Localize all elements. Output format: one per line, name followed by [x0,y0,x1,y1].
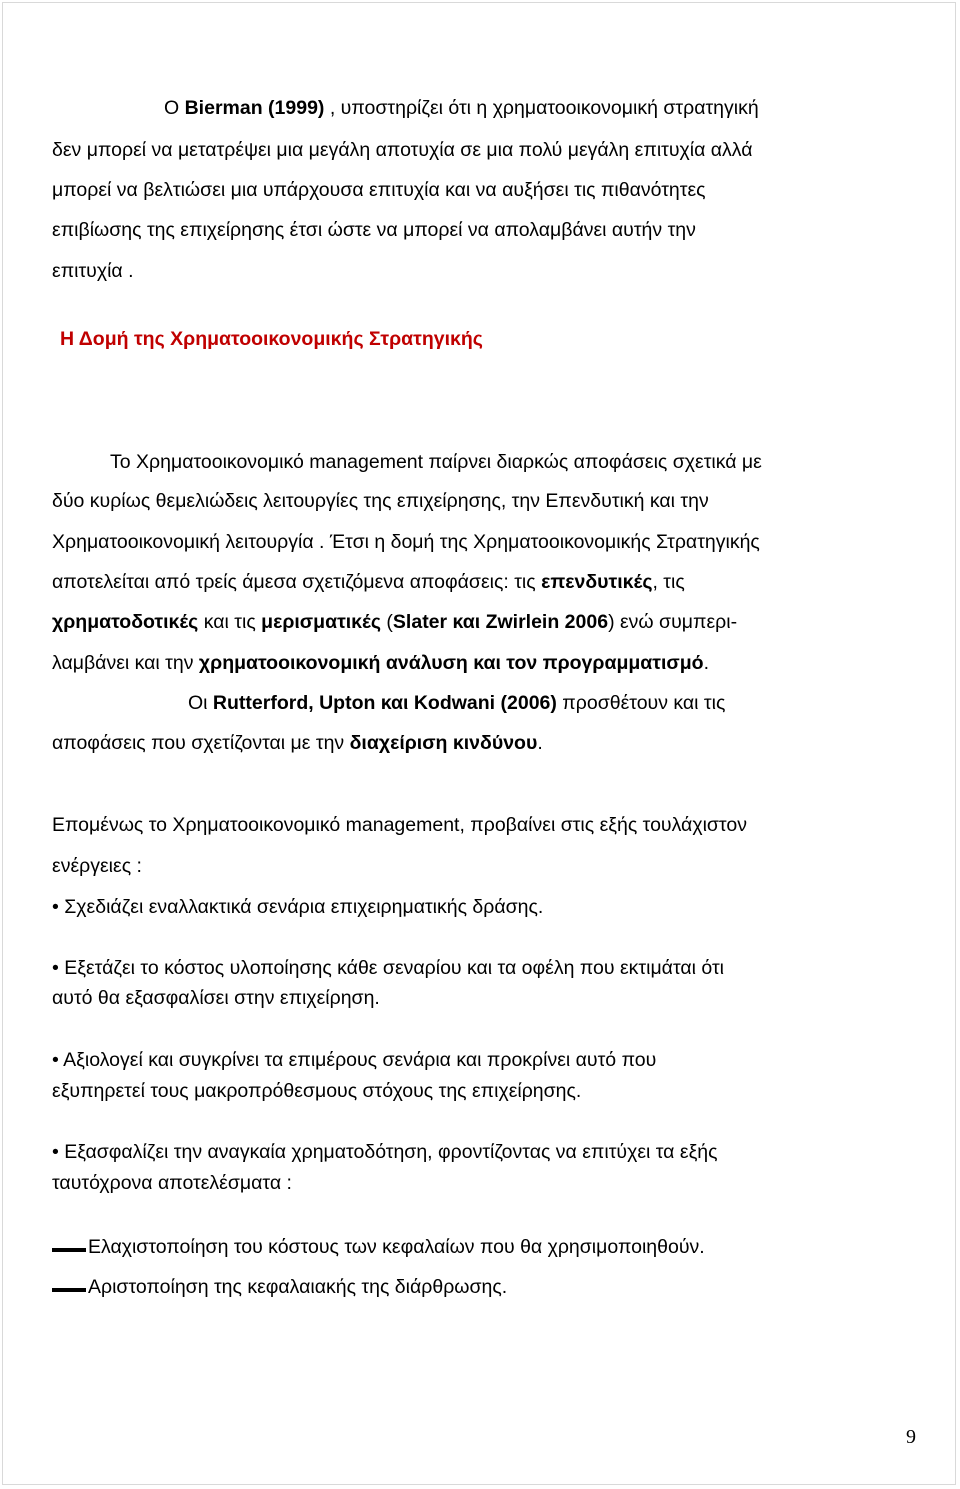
bullet-item-4: • Εξασφαλίζει την αναγκαία χρηματοδότηση, φροντίζοντας να επιτύχει τα εξής [52,1141,718,1163]
para2-line-3: Χρηματοοικονομική λειτουργία . Έτσι η δομή της Χρηματοοικονομικής Στρατηγικής [52,531,760,553]
para3-line-2: αποφάσεις που σχετίζονται με την διαχείριση κινδύνου. [52,732,543,754]
para4-line-1: Επομένως το Χρηματοοικονομικό management, προβαίνει στις εξής τουλάχιστον [52,814,747,836]
intro-line-4: επιβίωσης της επιχείρησης έτσι ώστε να μπορεί να απολαμβάνει αυτήν την [52,219,696,241]
dash-item-2: Αριστοποίηση της κεφαλαιακής της διάρθρωσης. [88,1276,508,1298]
bullet-item-2-cont: αυτό θα εξασφαλίσει στην επιχείρηση. [52,987,380,1009]
intro-line-2: δεν μπορεί να μετατρέψει μια μεγάλη αποτυχία σε μια πολύ μεγάλη επιτυχία αλλά [52,139,753,161]
dash-marker-1 [52,1248,86,1252]
page-number: 9 [906,1426,916,1448]
intro-line-3: μπορεί να βελτιώσει μια υπάρχουσα επιτυχία και να αυξήσει τις πιθανότητες [52,179,706,201]
intro-line-5: επιτυχία . [52,260,134,282]
dash-marker-2 [52,1288,86,1292]
dash-item-1: Ελαχιστοποίηση του κόστους των κεφαλαίων που θα χρησιμοποιηθούν. [88,1236,705,1258]
section-heading: Η Δομή της Χρηματοοικονομικής Στρατηγικής [60,328,483,350]
intro-line-1: Ο Bierman (1999) , υποστηρίζει ότι η χρηματοοικονομική στρατηγική [164,97,759,119]
bullet-item-1: • Σχεδιάζει εναλλακτικά σενάρια επιχειρηματικής δράσης. [52,896,544,918]
para2-line-6: λαμβάνει και την χρηματοοικονομική ανάλυση και τον προγραμματισμό. [52,652,710,674]
para4-line-2: ενέργειες : [52,855,142,877]
bullet-item-2: • Εξετάζει το κόστος υλοποίησης κάθε σεναρίου και τα οφέλη που εκτιμάται ότι [52,957,725,979]
para3-line-1: Οι Rutterford, Upton και Kodwani (2006) προσθέτουν και τις [188,692,726,714]
para2-line-5: χρηματοδοτικές και τις μερισματικές (Slater και Zwirlein 2006) ενώ συμπερι- [52,611,738,633]
para2-line-1: Το Χρηματοοικονομικό management παίρνει διαρκώς αποφάσεις σχετικά με [110,451,762,473]
para2-line-4: αποτελείται από τρείς άμεσα σχετιζόμενα αποφάσεις: τις επενδυτικές, τις [52,571,685,593]
bullet-item-3-cont: εξυπηρετεί τους μακροπρόθεσμους στόχους της επιχείρησης. [52,1080,582,1102]
bullet-item-3: • Αξιολογεί και συγκρίνει τα επιμέρους σενάρια και προκρίνει αυτό που [52,1049,657,1071]
para2-line-2: δύο κυρίως θεμελιώδεις λειτουργίες της επιχείρησης, την Επενδυτική και την [52,490,709,512]
bullet-item-4-cont: ταυτόχρονα αποτελέσματα : [52,1172,292,1194]
